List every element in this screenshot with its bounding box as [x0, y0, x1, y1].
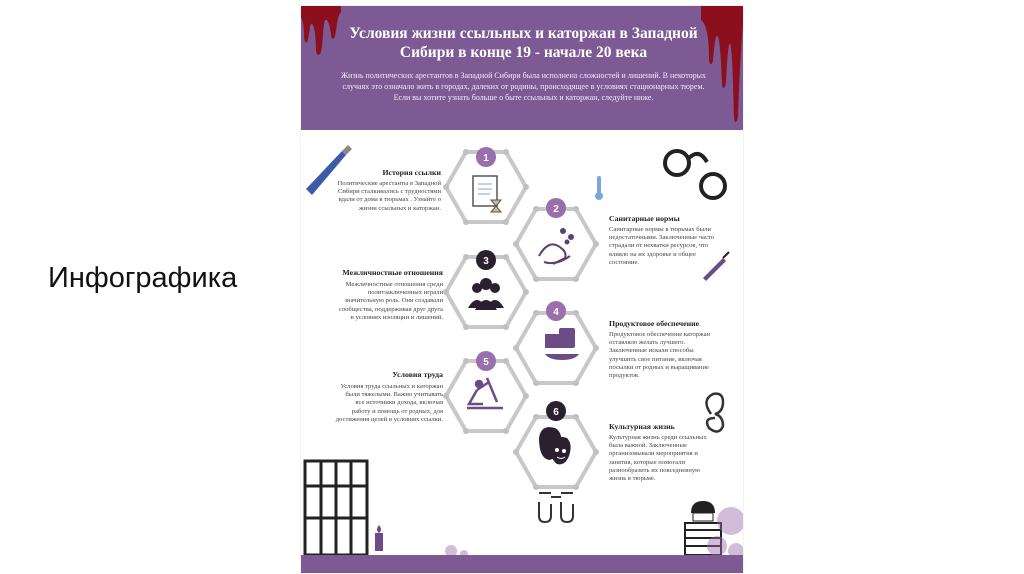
slide-label: Инфографика — [48, 262, 238, 294]
poster-title: Условия жизни ссыльных и каторжан в Западной Сибири в конце 19 - начале 20 века — [349, 25, 698, 61]
section-text-3: Межличностные отношения среди политзаключенных играли значительную роль. Они создавали сообщества, поддерживая друг друга в условиях изоляции и лишений. — [338, 281, 443, 321]
section-text-4: Продуктовое обеспечение каторжан оставляло желать лучшего. Заключенные искали способы улучшить свое питание, включая посылки от родных и выращивание продуктов. — [609, 331, 711, 380]
candle-icon — [375, 525, 383, 551]
document-icon — [473, 176, 501, 212]
section-text-6: Культурная жизнь среди ссыльных была важной. Заключенные организовывали мероприятия и занятия, которые помогали разнообразить их повседневную жизнь в тюрьме. — [609, 434, 707, 483]
step-badge-3 — [476, 250, 496, 270]
step-badge-1 — [476, 147, 496, 167]
section-heading-5: Условия труда — [392, 370, 443, 379]
poster-intro: Жизнь политических арестантов в Западной Сибири была исполнена сложностей и лишений. В некоторых случаях это означало жить в городах, далеких от родины, происходящее в условиях стационарных тюрем. Если вы хотите узнать больше о быте ссыльных и каторжан, следуйте ниже. — [341, 71, 706, 102]
handcuffs-icon — [665, 151, 725, 198]
step-badge-2 — [546, 198, 566, 218]
washing-hands-icon — [539, 229, 573, 264]
section-text-1: Политические арестанты в Западной Сибири сталкивались с трудностями вдали от дома в тюрьмах . Узнайте о жизни ссыльных и каторжан. — [337, 180, 441, 212]
people-icon — [468, 278, 504, 310]
section-heading-6: Культурная жизнь — [609, 422, 675, 431]
food-icon — [545, 328, 579, 360]
infographic-poster — [301, 6, 743, 573]
bound-hands-icon — [539, 493, 573, 522]
prison-bars-icon — [305, 461, 367, 555]
step-badge-5 — [476, 351, 496, 371]
worker-icon — [467, 378, 503, 408]
poster-footer — [301, 555, 743, 573]
section-text-2: Санитарные нормы в тюрьмах были недостаточными. Заключенные часто страдали от нехватки ресурсов, что влияло на их здоровье и общее состояние. — [609, 226, 714, 266]
section-heading-2: Санитарные нормы — [609, 214, 680, 223]
theater-masks-icon — [539, 427, 571, 464]
section-heading-1: История ссылки — [382, 168, 441, 177]
section-heading-4: Продуктовое обеспечение — [609, 319, 700, 328]
step-badge-4 — [546, 301, 566, 321]
svg-text:6: 6 — [553, 407, 559, 418]
section-heading-3: Межличностные отношения — [342, 268, 443, 277]
svg-text:2: 2 — [553, 204, 559, 215]
step-badge-6 — [546, 401, 566, 421]
svg-text:3: 3 — [483, 256, 489, 267]
thermometer-icon — [595, 176, 603, 200]
svg-text:1: 1 — [483, 153, 489, 164]
svg-text:4: 4 — [553, 307, 559, 318]
svg-text:5: 5 — [483, 357, 489, 368]
section-text-5: Условия труда ссыльных и каторжан были тяжелыми. Важно учитывать все источники дохода, включая работу и помощь от родных, для достижения целей в условиях ссылки. — [335, 383, 443, 423]
